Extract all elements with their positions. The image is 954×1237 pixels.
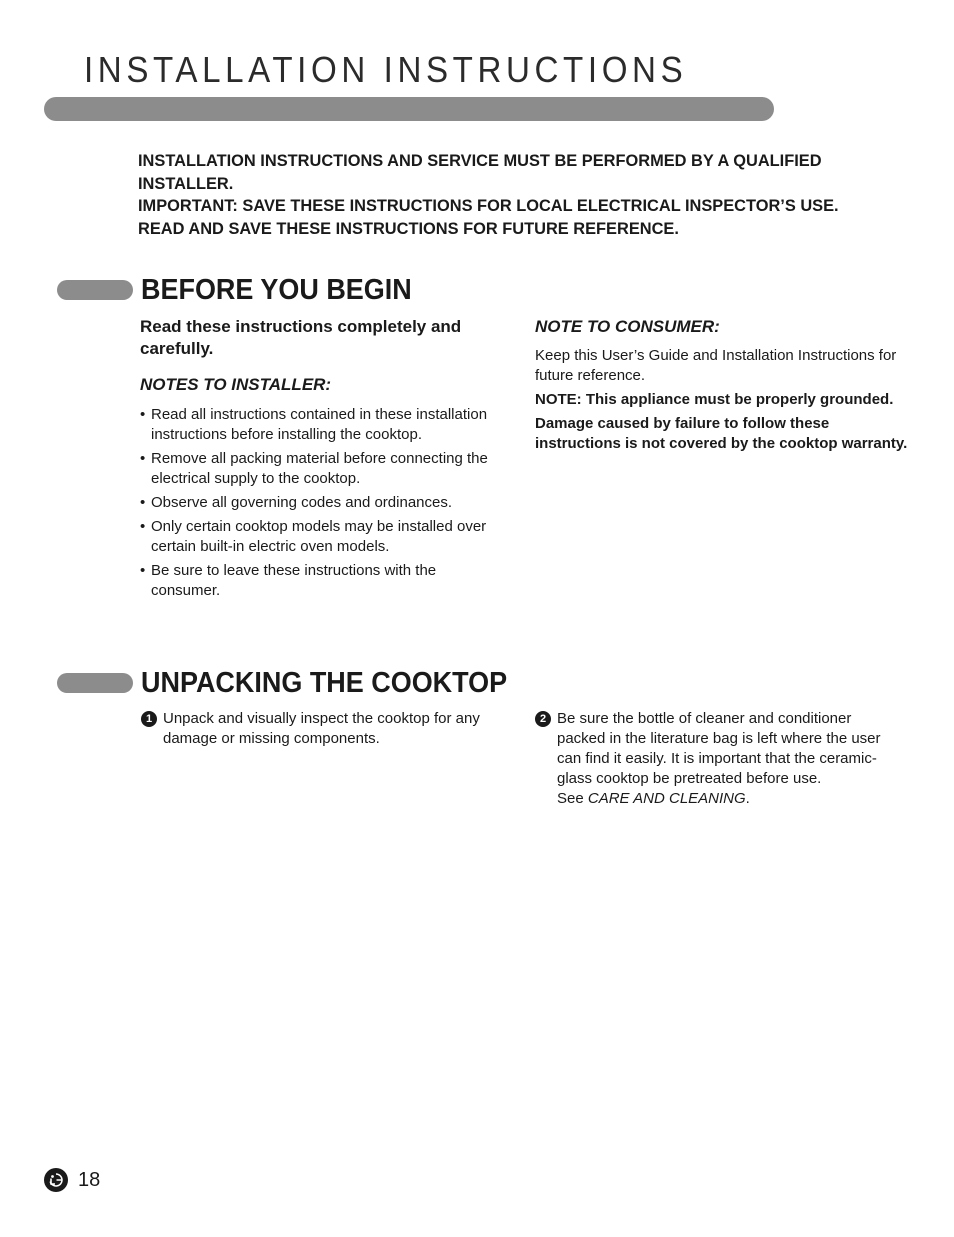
list-item-text: Be sure to leave these instructions with the consumer. (151, 562, 437, 599)
section-heading-unpacking: UNPACKING THE COOKTOP (141, 667, 508, 699)
lg-logo-icon (44, 1168, 68, 1192)
step-text: Unpack and visually inspect the cooktop for any damage or missing components. (163, 710, 480, 747)
step-item (535, 709, 887, 809)
care-and-cleaning-ref: CARE AND CLEANING (587, 790, 746, 807)
page-number: 18 (78, 1169, 101, 1191)
list-item (140, 449, 508, 489)
list-item (140, 561, 508, 601)
see-prefix: See (557, 790, 588, 807)
title-underline-bar (44, 97, 774, 121)
installer-notes-list (140, 405, 508, 601)
list-item-text: Read all instructions contained in these installation instructions before installing the cooktop. (151, 406, 488, 443)
unpacking-step-2 (535, 709, 887, 809)
page-title: INSTALLATION INSTRUCTIONS (84, 49, 688, 90)
list-item (140, 405, 508, 445)
unpacking-step-1 (141, 709, 513, 749)
bullet-icon: • (140, 450, 146, 467)
section-heading-before-you-begin: BEFORE YOU BEGIN (141, 274, 412, 306)
read-instructions-lead: Read these instructions completely and carefully. (140, 317, 462, 358)
safety-warning (138, 150, 918, 240)
notes-to-installer-heading: NOTES TO INSTALLER: (140, 375, 332, 394)
consumer-column (535, 316, 911, 458)
section-pill-before-you-begin (57, 280, 133, 300)
list-item (140, 517, 508, 557)
consumer-note-warranty: Damage caused by failure to follow these instructions is not covered by the cooktop warranty. (535, 415, 908, 452)
warning-line-inspector: IMPORTANT: SAVE THESE INSTRUCTIONS FOR LOCAL ELECTRICAL INSPECTOR’S USE. (138, 197, 839, 215)
installer-column (140, 316, 508, 605)
see-suffix: . (745, 790, 750, 807)
see-reference (557, 789, 887, 809)
consumer-note-grounded: NOTE: This appliance must be properly grounded. (535, 391, 894, 408)
bullet-icon: • (140, 562, 146, 579)
consumer-note-keep-guide: Keep this User’s Guide and Installation Instructions for future reference. (535, 347, 897, 384)
warning-line-qualified-installer: INSTALLATION INSTRUCTIONS AND SERVICE MUST BE PERFORMED BY A QUALIFIED INSTALLER. (138, 152, 822, 193)
warning-line-future-reference: READ AND SAVE THESE INSTRUCTIONS FOR FUTURE REFERENCE. (138, 219, 679, 238)
list-item-text: Only certain cooktop models may be installed over certain built-in electric oven models. (151, 518, 487, 555)
step-number-1-icon: 1 (141, 711, 157, 727)
list-item (140, 493, 508, 513)
note-to-consumer-heading: NOTE TO CONSUMER: (535, 317, 720, 336)
step-item (141, 709, 513, 749)
bullet-icon: • (140, 406, 146, 423)
step-number-2-icon: 2 (535, 711, 551, 727)
bullet-icon: • (140, 518, 146, 535)
section-pill-unpacking (57, 673, 133, 693)
bullet-icon: • (140, 494, 146, 511)
list-item-text: Remove all packing material before connecting the electrical supply to the cooktop. (151, 450, 488, 487)
list-item-text: Observe all governing codes and ordinances. (151, 494, 453, 511)
step-text: Be sure the bottle of cleaner and conditioner packed in the literature bag is left where the user can find it easily. It is important that the ceramic-glass cooktop be pretreated before use. (557, 710, 881, 787)
